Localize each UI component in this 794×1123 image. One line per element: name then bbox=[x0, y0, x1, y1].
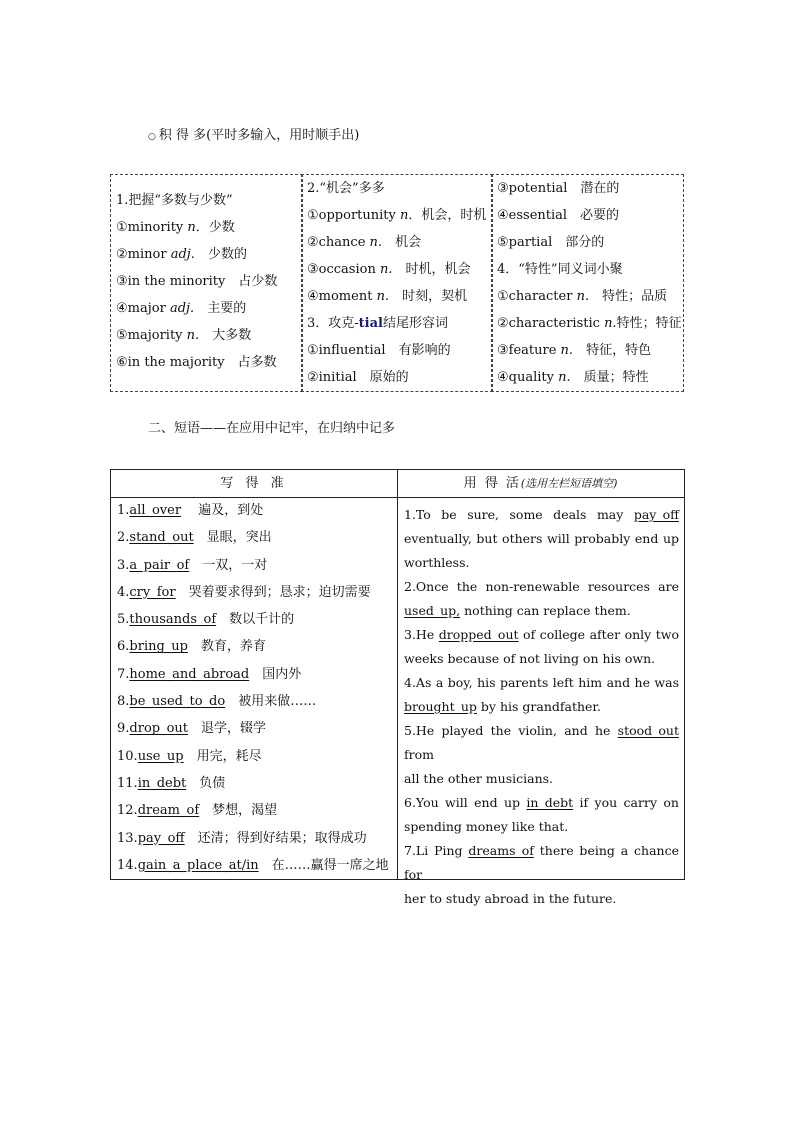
phrase-number: 13. bbox=[117, 830, 138, 846]
vocab-meaning: 少数的 bbox=[194, 247, 247, 262]
vocab-meaning: ．少数 bbox=[195, 220, 235, 235]
phrase-row bbox=[117, 743, 395, 770]
exercise-line bbox=[404, 551, 679, 575]
phrase-table bbox=[110, 469, 685, 906]
vocab-term: 4．“特性”同义词小聚 bbox=[497, 262, 623, 277]
section-heading-accumulate bbox=[148, 124, 359, 143]
exercise-item bbox=[404, 671, 679, 719]
exercise-text: weeks because of not living on his own. bbox=[404, 651, 656, 666]
vocab-term: ⑤majority bbox=[116, 328, 187, 343]
vocab-term: ①opportunity bbox=[307, 208, 400, 223]
exercise-line bbox=[404, 527, 679, 551]
vocab-pos: n. bbox=[369, 235, 383, 250]
phrase-answer: a_pair_of bbox=[129, 557, 190, 573]
vocab-line bbox=[497, 202, 678, 229]
vocab-term: ⑥in the majority bbox=[116, 355, 225, 370]
phrase-number: 1. bbox=[117, 503, 130, 518]
phrase-number: 10. bbox=[117, 748, 138, 764]
phrase-row bbox=[117, 825, 395, 852]
phrase-meaning: 梦想，渴望 bbox=[199, 803, 278, 819]
phrase-answer: be_used_to_do bbox=[129, 694, 226, 710]
phrase-number: 5. bbox=[117, 612, 130, 628]
vocab-line bbox=[116, 295, 297, 322]
phrase-answer: thousands_of bbox=[129, 612, 217, 628]
phrase-row bbox=[117, 715, 395, 742]
header-use-note: (选用左栏短语填空) bbox=[520, 477, 618, 490]
vocab-term: ①minority bbox=[116, 220, 188, 235]
phrase-list bbox=[117, 497, 395, 879]
exercise-text: eventually, but others will probably end up bbox=[404, 531, 679, 546]
phrase-row bbox=[117, 579, 395, 606]
vocab-line bbox=[497, 364, 678, 391]
exercise-text: all the other musicians. bbox=[404, 771, 554, 786]
exercise-text: there being a chance for bbox=[404, 843, 679, 882]
vocab-pos: n. bbox=[558, 370, 571, 385]
exercise-text: by his grandfather. bbox=[476, 699, 601, 714]
phrase-number: 9. bbox=[117, 721, 130, 737]
phrase-answer: drop_out bbox=[129, 721, 189, 737]
vocab-term: 2.“机会”多多 bbox=[307, 181, 385, 196]
exercise-blank-answer: dreams_of bbox=[468, 843, 534, 858]
phrase-answer: dream_of bbox=[137, 803, 200, 819]
vocab-term: ③occasion bbox=[307, 262, 380, 277]
header-write-accurate: 写 得 准 bbox=[220, 476, 288, 491]
vocab-line bbox=[116, 268, 297, 295]
exercise-text: if you carry on bbox=[573, 795, 679, 810]
vocab-pos: n. bbox=[186, 328, 200, 343]
exercise-item bbox=[404, 503, 679, 575]
vocab-column-3 bbox=[491, 174, 684, 392]
phrase-answer: pay_off bbox=[137, 830, 185, 846]
vocab-pos: adj. bbox=[169, 301, 195, 316]
phrase-answer: gain_a_place_at/in bbox=[137, 857, 259, 873]
exercise-blank-answer: pay_off bbox=[633, 507, 679, 522]
vocab-line bbox=[307, 310, 487, 337]
vocab-line bbox=[497, 337, 678, 364]
exercise-list bbox=[404, 503, 679, 911]
phrase-row bbox=[117, 606, 395, 633]
header-use-flexibly bbox=[397, 470, 684, 497]
phrase-answer: stand_out bbox=[129, 530, 194, 546]
vocab-box bbox=[110, 174, 684, 392]
vocab-meaning: 必要的 bbox=[567, 208, 620, 223]
exercise-text: from bbox=[404, 747, 434, 762]
vocab-pos: n. bbox=[379, 262, 393, 277]
vocab-meaning: 特征，特色 bbox=[573, 343, 652, 358]
vocab-meaning: 时机，机会 bbox=[392, 262, 471, 277]
phrase-row bbox=[117, 797, 395, 824]
phrase-row bbox=[117, 661, 395, 688]
exercise-line bbox=[404, 695, 679, 719]
exercise-blank-answer: used_up, bbox=[404, 603, 461, 618]
exercise-blank-answer: brought_up bbox=[404, 699, 477, 714]
exercise-text: 6.You will end up bbox=[404, 795, 527, 810]
vocab-meaning: ．机会，时机 bbox=[408, 208, 487, 223]
vocab-pos: adj. bbox=[170, 247, 195, 262]
vocab-line bbox=[497, 175, 678, 202]
exercise-line bbox=[404, 671, 679, 695]
vocab-term: ④quality bbox=[497, 370, 559, 385]
phrase-row bbox=[117, 524, 395, 551]
vocab-term: ③feature bbox=[497, 343, 561, 358]
vocab-line bbox=[307, 337, 487, 364]
vocab-term: 1.把握“多数与少数” bbox=[116, 193, 233, 208]
vocab-line bbox=[497, 229, 678, 256]
vocab-meaning: 主要的 bbox=[194, 301, 247, 316]
vocab-meaning: 部分的 bbox=[552, 235, 605, 250]
phrase-number: 6. bbox=[117, 639, 130, 655]
vocab-line bbox=[116, 322, 297, 349]
vocab-meaning: 占多数 bbox=[224, 355, 277, 370]
exercise-line bbox=[404, 599, 679, 623]
vocab-meaning: 机会 bbox=[382, 235, 422, 250]
exercise-text: 7.Li Ping bbox=[404, 843, 469, 858]
exercise-blank-answer: stood_out bbox=[617, 723, 679, 738]
vocab-pos: n. bbox=[604, 316, 617, 331]
vocab-meaning: 特性；品质 bbox=[589, 289, 668, 304]
phrase-number: 14. bbox=[117, 857, 138, 873]
phrase-meaning: 退学，辍学 bbox=[188, 721, 267, 737]
phrase-number: 4. bbox=[117, 584, 130, 600]
exercise-text: 3.He bbox=[404, 627, 439, 642]
phrase-answer: bring_up bbox=[129, 639, 188, 655]
vocab-pos: n. bbox=[376, 289, 390, 304]
exercise-text: 4.As a boy, his parents left him and he was bbox=[404, 675, 679, 690]
vocab-line bbox=[307, 202, 487, 229]
phrase-meaning: 用完，耗尽 bbox=[183, 748, 262, 764]
phrase-number: 2. bbox=[117, 530, 130, 546]
phrase-meaning: 教育，养育 bbox=[188, 639, 267, 655]
vocab-line bbox=[497, 283, 678, 310]
phrase-row bbox=[117, 770, 395, 797]
vocab-term: ①character bbox=[497, 289, 577, 304]
phrase-meaning: 在……赢得一席之地 bbox=[258, 857, 389, 873]
vocab-meaning: 特性；特征 bbox=[616, 316, 682, 331]
vocab-line bbox=[307, 283, 487, 310]
phrase-row bbox=[117, 633, 395, 660]
vocab-column-1 bbox=[110, 174, 303, 392]
phrase-row bbox=[117, 552, 395, 579]
phrase-answer: in_debt bbox=[137, 775, 187, 791]
exercise-text: 5.He played the violin, and he bbox=[404, 723, 618, 738]
phrase-meaning: 被用来做…… bbox=[225, 694, 317, 710]
phrase-row bbox=[117, 852, 395, 879]
vocab-term: ②characteristic bbox=[497, 316, 605, 331]
vocab-meaning: 质量；特性 bbox=[570, 370, 649, 385]
phrase-number: 8. bbox=[117, 694, 130, 710]
exercise-text: 2.Once the non-renewable resources are bbox=[404, 579, 679, 594]
vocab-term: ③potential bbox=[497, 181, 568, 196]
vocab-term: ②initial bbox=[307, 370, 357, 385]
vocab-line bbox=[497, 310, 682, 337]
column-divider bbox=[397, 470, 398, 879]
vocab-column-2 bbox=[301, 174, 493, 392]
phrase-number: 11. bbox=[117, 775, 138, 791]
phrase-meaning: 国内外 bbox=[249, 666, 302, 682]
exercise-line bbox=[404, 575, 679, 599]
vocab-pos: n. bbox=[560, 343, 574, 358]
exercise-item bbox=[404, 839, 679, 911]
exercise-text: of college after only two bbox=[518, 627, 680, 642]
vocab-pos: n. bbox=[576, 289, 590, 304]
exercise-item bbox=[404, 623, 679, 671]
phrase-row bbox=[117, 497, 395, 524]
vocab-line bbox=[307, 229, 487, 256]
exercise-text: 1.To be sure, some deals may bbox=[404, 507, 634, 522]
phrase-meaning: 数以千计的 bbox=[216, 612, 295, 628]
exercise-line bbox=[404, 839, 679, 887]
vocab-term: ④essential bbox=[497, 208, 568, 223]
phrase-number: 12. bbox=[117, 803, 138, 819]
section-heading-text: 积 得 多(平时多输入，用时顺手出) bbox=[158, 128, 360, 143]
phrase-meaning: 负债 bbox=[186, 775, 226, 791]
vocab-meaning: 结尾形容词 bbox=[382, 316, 448, 331]
exercise-item bbox=[404, 791, 679, 839]
vocab-suffix: tial bbox=[358, 316, 383, 331]
vocab-pos: n bbox=[400, 208, 409, 223]
exercise-text: her to study abroad in the future. bbox=[404, 891, 617, 906]
exercise-line bbox=[404, 815, 679, 839]
vocab-pos: n bbox=[187, 220, 196, 235]
vocab-term: ②minor bbox=[116, 247, 171, 262]
exercise-line bbox=[404, 791, 679, 815]
phrase-meaning: 显眼，突出 bbox=[193, 530, 272, 546]
phrase-number: 7. bbox=[117, 666, 130, 682]
vocab-line bbox=[307, 364, 487, 391]
exercise-line bbox=[404, 887, 679, 911]
vocab-line bbox=[497, 256, 678, 283]
vocab-term: ④major bbox=[116, 301, 170, 316]
vocab-line bbox=[116, 187, 297, 214]
phrase-row bbox=[117, 688, 395, 715]
exercise-line bbox=[404, 623, 679, 647]
exercise-text: nothing can replace them. bbox=[460, 603, 631, 618]
vocab-term: 3．攻克- bbox=[307, 316, 359, 331]
exercise-text: worthless. bbox=[404, 555, 470, 570]
vocab-line bbox=[116, 214, 297, 241]
vocab-meaning: 有影响的 bbox=[385, 343, 451, 358]
phrase-number: 3. bbox=[117, 557, 130, 573]
vocab-meaning: 潜在的 bbox=[567, 181, 620, 196]
phrase-meaning: 遍及，到处 bbox=[181, 503, 264, 518]
vocab-meaning: 占少数 bbox=[225, 274, 278, 289]
vocab-term: ⑤partial bbox=[497, 235, 553, 250]
exercise-blank-answer: dropped_out bbox=[438, 627, 519, 642]
phrase-answer: all_over bbox=[129, 503, 182, 518]
vocab-line bbox=[116, 349, 297, 376]
vocab-term: ①influential bbox=[307, 343, 386, 358]
vocab-meaning: 原始的 bbox=[356, 370, 409, 385]
vocab-meaning: 时刻，契机 bbox=[389, 289, 468, 304]
header-use-main: 用 得 活 bbox=[463, 476, 521, 491]
vocab-term: ④moment bbox=[307, 289, 377, 304]
exercise-item bbox=[404, 719, 679, 791]
phrase-meaning: 哭着要求得到；恳求；迫切需要 bbox=[175, 584, 371, 600]
phrase-answer: home_and_abroad bbox=[129, 666, 250, 682]
section-heading-phrases: 二、短语——在应用中记牢，在归纳中记多 bbox=[148, 421, 396, 436]
exercise-blank-answer: in_debt bbox=[526, 795, 574, 810]
phrase-meaning: 一双，一对 bbox=[189, 557, 268, 573]
phrase-answer: cry_for bbox=[129, 584, 176, 600]
exercise-line bbox=[404, 647, 679, 671]
vocab-meaning: 大多数 bbox=[199, 328, 252, 343]
phrase-meaning: 还清；得到好结果；取得成功 bbox=[184, 830, 367, 846]
bullet-icon: ○ bbox=[148, 132, 156, 142]
exercise-text: spending money like that. bbox=[404, 819, 569, 834]
phrase-answer: use_up bbox=[137, 748, 184, 764]
exercise-item bbox=[404, 575, 679, 623]
vocab-term: ②chance bbox=[307, 235, 370, 250]
exercise-line bbox=[404, 503, 679, 527]
vocab-term: ③in the minority bbox=[116, 274, 226, 289]
vocab-line bbox=[116, 241, 297, 268]
exercise-line bbox=[404, 719, 679, 767]
vocab-line bbox=[307, 175, 487, 202]
exercise-line bbox=[404, 767, 679, 791]
vocab-line bbox=[307, 256, 487, 283]
